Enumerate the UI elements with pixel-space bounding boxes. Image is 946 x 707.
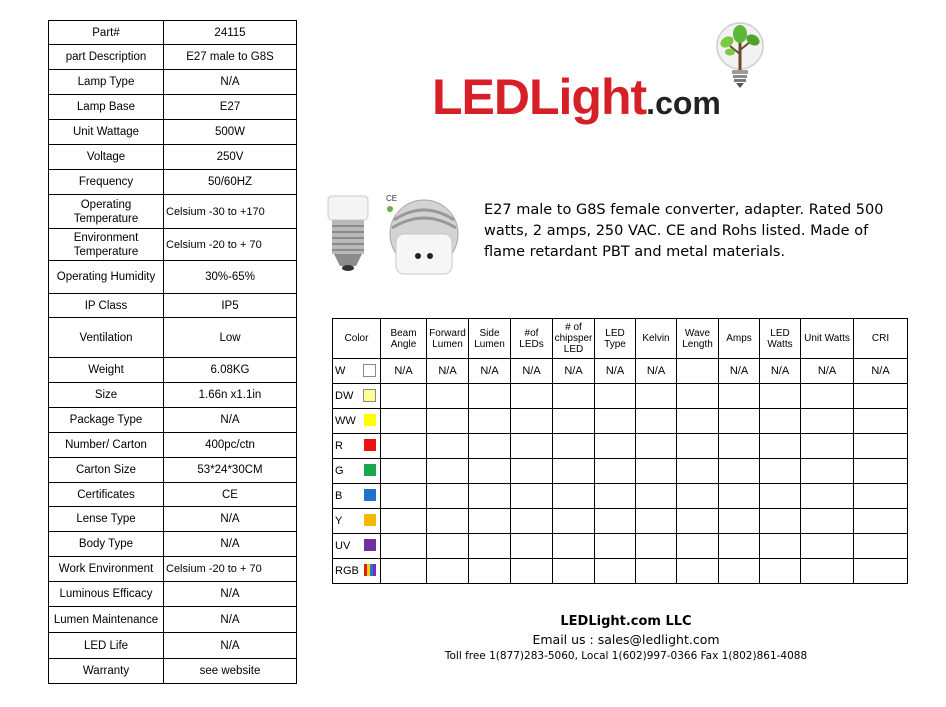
color-table-header-cell: LED Watts bbox=[760, 319, 801, 359]
spec-row bbox=[49, 21, 297, 45]
spec-value: CE bbox=[164, 483, 297, 507]
color-table-header-cell: Color bbox=[333, 319, 381, 359]
color-table-cell bbox=[854, 459, 908, 484]
color-table-cell bbox=[427, 484, 469, 509]
color-table-cell bbox=[595, 484, 636, 509]
spec-row bbox=[49, 170, 297, 195]
color-swatch bbox=[364, 489, 376, 501]
color-table-cell bbox=[636, 409, 677, 434]
color-swatch bbox=[364, 464, 376, 476]
color-code-cell bbox=[333, 384, 381, 409]
color-table-cell bbox=[801, 534, 854, 559]
color-table-cell bbox=[553, 459, 595, 484]
spec-row bbox=[49, 294, 297, 318]
spec-label: Voltage bbox=[49, 145, 164, 170]
spec-row bbox=[49, 607, 297, 633]
color-table-header-cell: Wave Length bbox=[677, 319, 719, 359]
color-table-header-cell: CRI bbox=[854, 319, 908, 359]
product-image bbox=[320, 190, 462, 280]
spec-label: IP Class bbox=[49, 294, 164, 318]
color-table-cell bbox=[553, 409, 595, 434]
color-table-cell bbox=[854, 434, 908, 459]
color-table-header-cell: #of LEDs bbox=[511, 319, 553, 359]
color-table-cell bbox=[469, 409, 511, 434]
color-code-label: WW bbox=[335, 414, 356, 427]
spec-value: 500W bbox=[164, 120, 297, 145]
spec-label: Carton Size bbox=[49, 458, 164, 483]
spec-row bbox=[49, 70, 297, 95]
email-line: Email us : sales@ledlight.com bbox=[532, 632, 720, 647]
logo-text bbox=[432, 69, 721, 125]
color-table-header-cell: Side Lumen bbox=[469, 319, 511, 359]
color-table-cell bbox=[760, 434, 801, 459]
color-table-cell bbox=[511, 534, 553, 559]
color-table-cell bbox=[469, 559, 511, 584]
spec-row bbox=[49, 458, 297, 483]
spec-row bbox=[49, 45, 297, 70]
color-table-cell bbox=[595, 434, 636, 459]
color-swatch bbox=[364, 539, 376, 551]
spec-value: Low bbox=[164, 318, 297, 358]
color-table-cell bbox=[677, 534, 719, 559]
color-table-cell bbox=[469, 384, 511, 409]
spec-value: 50/60HZ bbox=[164, 170, 297, 195]
spec-label: Lumen Maintenance bbox=[49, 607, 164, 633]
color-table-cell bbox=[595, 559, 636, 584]
color-table-body bbox=[333, 359, 908, 584]
color-code-cell bbox=[333, 459, 381, 484]
spec-row bbox=[49, 433, 297, 458]
color-table-cell bbox=[511, 459, 553, 484]
color-swatch bbox=[364, 514, 376, 526]
color-table-cell bbox=[854, 509, 908, 534]
spec-value: 1.66n x1.1in bbox=[164, 383, 297, 408]
spec-label: Package Type bbox=[49, 408, 164, 433]
spec-label: Frequency bbox=[49, 170, 164, 195]
color-spec-table bbox=[332, 318, 908, 584]
color-table-cell bbox=[801, 459, 854, 484]
color-table-cell bbox=[595, 409, 636, 434]
color-table-cell bbox=[469, 434, 511, 459]
spec-value: N/A bbox=[164, 70, 297, 95]
spec-label: part Description bbox=[49, 45, 164, 70]
color-table-header-cell: Forward Lumen bbox=[427, 319, 469, 359]
spec-label: Work Environment bbox=[49, 557, 164, 582]
color-table-cell: N/A bbox=[381, 359, 427, 384]
company-name: LEDLight.com LLC bbox=[560, 614, 692, 629]
color-code-cell bbox=[333, 409, 381, 434]
spec-row bbox=[49, 532, 297, 557]
spec-table bbox=[48, 20, 297, 684]
spec-value: 30%-65% bbox=[164, 261, 297, 294]
color-table-cell bbox=[636, 534, 677, 559]
color-table-row bbox=[333, 409, 908, 434]
color-swatch bbox=[364, 439, 376, 451]
color-table-cell bbox=[469, 509, 511, 534]
spec-row bbox=[49, 507, 297, 532]
color-table-header-cell: # of chipsper LED bbox=[553, 319, 595, 359]
color-table-cell bbox=[760, 484, 801, 509]
color-table-cell bbox=[854, 409, 908, 434]
color-table-cell bbox=[469, 484, 511, 509]
spec-row bbox=[49, 408, 297, 433]
spec-value: N/A bbox=[164, 507, 297, 532]
spec-label: Lense Type bbox=[49, 507, 164, 532]
spec-label: Unit Wattage bbox=[49, 120, 164, 145]
color-code-cell bbox=[333, 509, 381, 534]
color-table-cell bbox=[636, 459, 677, 484]
color-table-header-cell: Unit Watts bbox=[801, 319, 854, 359]
spec-value: IP5 bbox=[164, 294, 297, 318]
spec-value: Celsium -20 to + 70 bbox=[164, 229, 297, 261]
color-table-cell bbox=[553, 534, 595, 559]
color-table-cell: N/A bbox=[427, 359, 469, 384]
color-table-cell bbox=[719, 434, 760, 459]
color-table-cell bbox=[801, 484, 854, 509]
color-table-cell bbox=[553, 509, 595, 534]
color-table-cell bbox=[677, 509, 719, 534]
spec-row bbox=[49, 659, 297, 684]
color-table-cell bbox=[469, 459, 511, 484]
spec-label: Certificates bbox=[49, 483, 164, 507]
color-table-cell: N/A bbox=[760, 359, 801, 384]
color-table-cell bbox=[427, 409, 469, 434]
color-table-row bbox=[333, 384, 908, 409]
color-table-cell bbox=[677, 434, 719, 459]
color-code-label: Y bbox=[335, 514, 343, 527]
color-table-cell bbox=[636, 484, 677, 509]
color-table-cell bbox=[801, 434, 854, 459]
color-table-cell bbox=[511, 559, 553, 584]
color-table-cell bbox=[636, 434, 677, 459]
color-table-cell bbox=[427, 559, 469, 584]
color-table-header-cell: Beam Angle bbox=[381, 319, 427, 359]
color-table-cell bbox=[427, 509, 469, 534]
color-table-cell bbox=[553, 559, 595, 584]
spec-label: Weight bbox=[49, 358, 164, 383]
color-table-cell bbox=[719, 509, 760, 534]
spec-label: Body Type bbox=[49, 532, 164, 557]
spec-row bbox=[49, 145, 297, 170]
color-table-row bbox=[333, 459, 908, 484]
color-table-cell bbox=[760, 534, 801, 559]
spec-value: 400pc/ctn bbox=[164, 433, 297, 458]
color-code-label: W bbox=[335, 364, 346, 377]
ledlight-logo bbox=[432, 20, 812, 130]
color-code-cell bbox=[333, 484, 381, 509]
spec-label: Environment Temperature bbox=[49, 229, 164, 261]
spec-value: 53*24*30CM bbox=[164, 458, 297, 483]
spec-label: Number/ Carton bbox=[49, 433, 164, 458]
color-table-cell bbox=[801, 384, 854, 409]
color-table-cell bbox=[760, 559, 801, 584]
color-code-cell bbox=[333, 534, 381, 559]
color-swatch bbox=[364, 414, 376, 426]
color-table-header bbox=[333, 319, 908, 359]
color-table-row bbox=[333, 559, 908, 584]
spec-value: N/A bbox=[164, 582, 297, 607]
color-table-cell bbox=[854, 384, 908, 409]
color-table-cell bbox=[854, 484, 908, 509]
color-table-cell bbox=[381, 509, 427, 534]
spec-value: 6.08KG bbox=[164, 358, 297, 383]
color-table-row bbox=[333, 534, 908, 559]
color-table-row bbox=[333, 509, 908, 534]
color-table-row bbox=[333, 434, 908, 459]
color-table-header-cell: Amps bbox=[719, 319, 760, 359]
spec-label: LED Life bbox=[49, 633, 164, 659]
color-table-cell bbox=[511, 409, 553, 434]
spec-label: Size bbox=[49, 383, 164, 408]
color-code-label: RGB bbox=[335, 564, 359, 577]
spec-value: N/A bbox=[164, 408, 297, 433]
spec-value: N/A bbox=[164, 532, 297, 557]
spec-label: Operating Temperature bbox=[49, 195, 164, 229]
color-code-label: UV bbox=[335, 539, 351, 552]
color-code-cell bbox=[333, 359, 381, 384]
color-table-cell bbox=[760, 384, 801, 409]
color-table-header-cell: LED Type bbox=[595, 319, 636, 359]
color-table-cell bbox=[854, 559, 908, 584]
spec-row bbox=[49, 95, 297, 120]
color-table-cell bbox=[427, 534, 469, 559]
color-table-cell: N/A bbox=[854, 359, 908, 384]
color-swatch bbox=[363, 389, 376, 402]
logo-suffix-text: .com bbox=[646, 85, 721, 121]
color-table-cell bbox=[677, 484, 719, 509]
spec-value: N/A bbox=[164, 633, 297, 659]
spec-row bbox=[49, 318, 297, 358]
color-table-cell bbox=[801, 559, 854, 584]
spec-row bbox=[49, 557, 297, 582]
spec-row bbox=[49, 633, 297, 659]
color-table-cell bbox=[719, 559, 760, 584]
spec-value: 250V bbox=[164, 145, 297, 170]
color-table-cell bbox=[381, 409, 427, 434]
spec-row bbox=[49, 261, 297, 294]
color-table-cell bbox=[381, 484, 427, 509]
color-table-cell bbox=[553, 434, 595, 459]
color-table-cell bbox=[595, 509, 636, 534]
logo-main-text: LEDLight bbox=[432, 69, 647, 125]
color-table-cell bbox=[636, 559, 677, 584]
color-table-header-cell: Kelvin bbox=[636, 319, 677, 359]
spec-value: 24115 bbox=[164, 21, 297, 45]
color-table-cell bbox=[427, 434, 469, 459]
spec-value: N/A bbox=[164, 607, 297, 633]
color-code-cell bbox=[333, 559, 381, 584]
color-table-cell bbox=[511, 484, 553, 509]
color-table-cell bbox=[469, 534, 511, 559]
spec-row bbox=[49, 383, 297, 408]
color-table-cell: N/A bbox=[801, 359, 854, 384]
color-table-cell bbox=[636, 509, 677, 534]
color-table-cell bbox=[553, 484, 595, 509]
spec-label: Part# bbox=[49, 21, 164, 45]
spec-value: Celsium -30 to +170 bbox=[164, 195, 297, 229]
color-table-cell: N/A bbox=[553, 359, 595, 384]
color-table-cell bbox=[801, 409, 854, 434]
spec-value: E27 bbox=[164, 95, 297, 120]
color-table-cell bbox=[719, 484, 760, 509]
color-table-cell bbox=[595, 459, 636, 484]
color-table-cell bbox=[677, 359, 719, 384]
color-table-cell bbox=[719, 459, 760, 484]
color-table-cell: N/A bbox=[636, 359, 677, 384]
color-table-cell bbox=[381, 459, 427, 484]
spec-label: Lamp Type bbox=[49, 70, 164, 95]
product-description: E27 male to G8S female converter, adapter. Rated 500 watts, 2 amps, 250 VAC. CE and Rohs listed. Made of flame retardant PBT and metal materials. bbox=[484, 202, 884, 260]
color-table-cell: N/A bbox=[469, 359, 511, 384]
color-table-cell bbox=[677, 409, 719, 434]
color-code-label: G bbox=[335, 464, 344, 477]
color-table-cell bbox=[511, 509, 553, 534]
color-swatch bbox=[364, 564, 376, 576]
color-table-cell bbox=[677, 459, 719, 484]
color-swatch bbox=[363, 364, 376, 377]
spec-value: see website bbox=[164, 659, 297, 684]
color-table-cell bbox=[760, 409, 801, 434]
spec-row bbox=[49, 195, 297, 229]
spec-label: Operating Humidity bbox=[49, 261, 164, 294]
color-code-label: DW bbox=[335, 389, 354, 402]
color-table-cell bbox=[677, 384, 719, 409]
color-table-cell bbox=[427, 384, 469, 409]
color-table-cell: N/A bbox=[719, 359, 760, 384]
color-table-cell bbox=[381, 559, 427, 584]
spec-row bbox=[49, 229, 297, 261]
color-table-cell bbox=[719, 409, 760, 434]
color-code-cell bbox=[333, 434, 381, 459]
color-table-cell bbox=[719, 534, 760, 559]
spec-value: Celsium -20 to + 70 bbox=[164, 557, 297, 582]
color-table-cell bbox=[511, 434, 553, 459]
color-table-cell bbox=[595, 534, 636, 559]
ce-mark: CE bbox=[386, 194, 398, 203]
color-table-cell bbox=[719, 384, 760, 409]
color-table-cell bbox=[854, 534, 908, 559]
color-table-cell bbox=[381, 384, 427, 409]
spec-label: Luminous Efficacy bbox=[49, 582, 164, 607]
color-table-cell bbox=[553, 384, 595, 409]
spec-table-body bbox=[49, 21, 297, 684]
color-table-cell bbox=[511, 384, 553, 409]
color-table-cell bbox=[427, 459, 469, 484]
color-table-cell bbox=[677, 559, 719, 584]
color-table-cell bbox=[760, 509, 801, 534]
spec-label: Warranty bbox=[49, 659, 164, 684]
spec-row bbox=[49, 358, 297, 383]
spec-label: Ventilation bbox=[49, 318, 164, 358]
color-table-row bbox=[333, 359, 908, 384]
color-table-cell: N/A bbox=[511, 359, 553, 384]
spec-label: Lamp Base bbox=[49, 95, 164, 120]
color-table-cell bbox=[381, 534, 427, 559]
color-code-label: B bbox=[335, 489, 343, 502]
color-table-row bbox=[333, 484, 908, 509]
spec-value: E27 male to G8S bbox=[164, 45, 297, 70]
color-table-cell: N/A bbox=[595, 359, 636, 384]
spec-row bbox=[49, 483, 297, 507]
color-table-cell bbox=[760, 459, 801, 484]
color-table-cell bbox=[801, 509, 854, 534]
color-table-cell bbox=[636, 384, 677, 409]
color-table-cell bbox=[381, 434, 427, 459]
spec-row bbox=[49, 120, 297, 145]
color-code-label: R bbox=[335, 439, 343, 452]
spec-row bbox=[49, 582, 297, 607]
color-table-cell bbox=[595, 384, 636, 409]
contact-footer bbox=[420, 612, 832, 664]
phone-line: Toll free 1(877)283-5060, Local 1(602)997-0366 Fax 1(802)861-4088 bbox=[444, 650, 808, 662]
